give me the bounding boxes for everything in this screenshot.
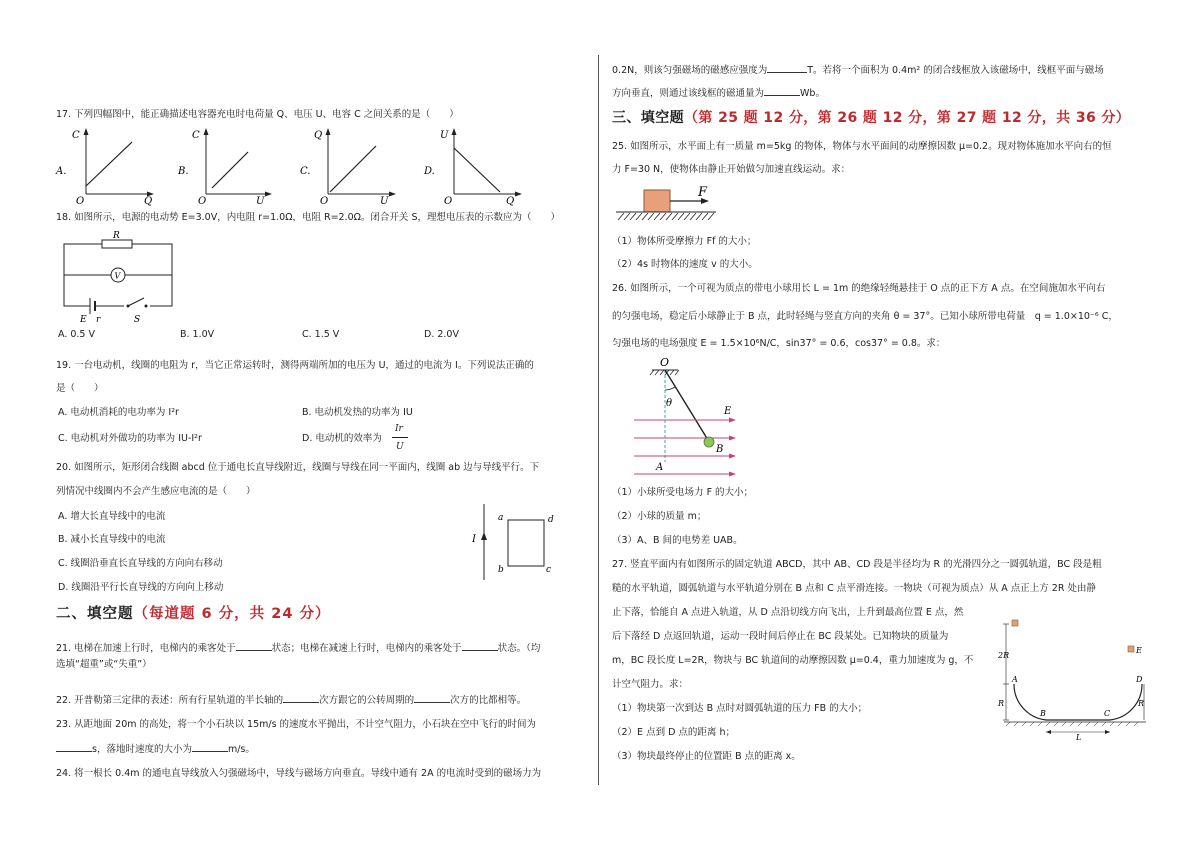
q18-fig-r: R	[113, 231, 120, 241]
q17-a-origin: O	[76, 196, 85, 207]
q27-line5: m，BC 段长度 L=2R，物块与 BC 轨道间的动摩擦因数 μ=0.4，重力加速度为 g，不	[612, 655, 974, 666]
q24-line3	[612, 85, 825, 101]
q27-sub1: （1）物块第一次到达 B 点时对圆弧轨道的压力 FB 的大小；	[612, 703, 868, 714]
q17-b-yaxis: C	[192, 130, 200, 141]
q19-option-a: A. 电动机消耗的电功率为 I²r	[58, 407, 179, 418]
q18-fig-v: V	[114, 271, 121, 281]
q27-fig-a: A	[1012, 675, 1018, 684]
q24-part4: Wb。	[800, 88, 825, 99]
q18-fig-s: S	[134, 315, 141, 325]
q26-sub3: （3）A、B 间的电势差 UAB。	[612, 535, 743, 546]
q17-option-a-graph	[56, 126, 166, 206]
q27-fig-2r: 2R	[998, 651, 1010, 660]
q26-fig-theta: θ	[666, 398, 673, 409]
q17-a-yaxis: C	[72, 130, 80, 141]
q20-option-d: D. 线圈沿平行长直导线的方向向上移动	[58, 582, 224, 593]
q24-blank1[interactable]	[767, 62, 807, 73]
q19-option-c: C. 电动机对外做功的功率为 IU-I²r	[58, 433, 202, 444]
q17-stem: 17. 下列四幅图中，能正确描述电容器充电时电荷量 Q、电压 U、电容 C 之间关系的是（ ）	[56, 109, 459, 120]
q26-pendulum-diagram	[630, 354, 750, 484]
q17-option-d-graph	[424, 126, 534, 206]
q25-sub1: （1）物体所受摩擦力 Ff 的大小；	[612, 236, 757, 247]
q18-option-c: C. 1.5 V	[302, 329, 340, 340]
q27-fig-r-right: R	[1138, 699, 1145, 708]
q19-d-fraction-den: U	[396, 442, 404, 452]
q26-sub2: （2）小球的质量 m；	[612, 511, 707, 522]
q26-fig-o: O	[660, 356, 670, 369]
q23-blank2[interactable]	[192, 741, 228, 752]
q19-d-fraction-bar	[392, 437, 408, 438]
q18-option-a: A. 0.5 V	[58, 329, 95, 340]
q20-fig-b: b	[498, 565, 504, 575]
q21-line2: 选填“超重”或“失重”）	[56, 659, 152, 670]
q22-part3: 次方的比都相等。	[450, 695, 527, 706]
q25-line1: 25. 如图所示，水平面上有一质量 m=5kg 的物体，物体与水平面间的动摩擦因数 μ=0.2。现对物体施加水平向右的恒	[612, 141, 1112, 152]
q27-fig-l: L	[1076, 733, 1082, 742]
q17-a-label: A.	[56, 166, 67, 177]
q18-fig-e: E	[80, 315, 87, 325]
q20-fig-i: I	[472, 534, 476, 545]
q19-option-d: D. 电动机的效率为	[302, 433, 382, 444]
q17-d-origin: O	[444, 196, 453, 207]
q17-c-xaxis: U	[380, 196, 389, 207]
q27-line3: 止下落，恰能自 A 点进入轨道，从 D 点沿切线方向飞出，上升到最高位置 E 点，然	[612, 607, 964, 618]
q22-blank1[interactable]	[283, 692, 319, 703]
q21-blank1[interactable]	[236, 640, 272, 651]
q17-c-yaxis: Q	[314, 130, 323, 141]
q26-sub1: （1）小球所受电场力 F 的大小；	[612, 487, 754, 498]
q27-fig-e: E	[1136, 646, 1142, 655]
section2-note: （每道题 6 分，共 24 分）	[133, 606, 331, 622]
q25-sub2: （2）4s 时物体的速度 v 的大小。	[612, 259, 758, 270]
q22-line	[56, 692, 526, 708]
q24-part2: T。若将一个面积为 0.4m² 的闭合线框放入该磁场中，线框平面与磁场	[807, 65, 1104, 76]
q17-a-xaxis: Q	[144, 196, 153, 207]
q24-line2	[612, 62, 1104, 78]
q22-part2: 次方跟它的公转周期的	[319, 695, 415, 706]
q17-b-origin: O	[198, 196, 207, 207]
q17-d-xaxis: Q	[506, 196, 515, 207]
q24-part1: 0.2N，则该匀强磁场的磁感应强度为	[612, 65, 768, 76]
q21-part2: 状态；电梯在减速上行时，电梯内的乘客处于	[271, 643, 462, 654]
q19-stem-line1: 19. 一台电动机，线圈的电阻为 r，当它正常运转时，测得两端所加的电压为 U，通过的电流为 I。下列说法正确的	[56, 360, 534, 371]
q21-blank2[interactable]	[462, 640, 498, 651]
q20-stem-line1: 20. 如图所示，矩形闭合线圈 abcd 位于通电长直导线附近，线圈与导线在同一平面内，线圈 ab 边与导线平行。下	[56, 462, 540, 473]
q18-stem: 18. 如图所示，电源的电动势 E=3.0V，内电阻 r=1.0Ω，电阻 R=2.0Ω。闭合开关 S，理想电压表的示数应为（ ）	[56, 212, 560, 223]
q27-fig-b: B	[1040, 709, 1046, 718]
column-divider	[598, 55, 599, 785]
q19-d-fraction-num: Ir	[395, 424, 403, 434]
q18-circuit-diagram	[60, 231, 180, 325]
q20-option-c: C. 线圈沿垂直长直导线的方向向右移动	[58, 558, 223, 569]
q27-fig-r-left: R	[998, 699, 1005, 708]
q19-option-b: B. 电动机发热的功率为 IU	[302, 407, 413, 418]
q27-fig-d: D	[1136, 675, 1143, 684]
q27-sub2: （2）E 点到 D 点的距离 h；	[612, 727, 735, 738]
q26-line1: 26. 如图所示，一个可视为质点的带电小球用长 L = 1m 的绝缘轻绳悬挂于 O 点的正下方 A 点。在空间施加水平向右	[612, 283, 1106, 294]
q21-part3: 状态。（均	[497, 643, 541, 654]
q17-c-label: C.	[300, 166, 311, 177]
q22-part1: 22. 开普勒第三定律的表述：所有行星轨道的半长轴的	[56, 695, 284, 706]
q20-fig-c: c	[546, 565, 552, 575]
q19-stem-line2: 是（ ）	[56, 383, 104, 394]
q20-wire-coil-diagram	[470, 500, 560, 585]
q25-fig-f: F	[698, 185, 708, 200]
q27-track-diagram	[998, 616, 1148, 740]
q26-fig-b: B	[716, 444, 724, 455]
q25-line2: 力 F=30 N，使物体由静止开始做匀加速直线运动。求：	[612, 164, 851, 175]
q18-option-d: D. 2.0V	[424, 329, 459, 340]
q27-line1: 27. 竖直平面内有如图所示的固定轨道 ABCD，其中 AB、CD 段是半径均为 R 的光滑四分之一圆弧轨道，BC 段是粗	[612, 559, 1102, 570]
section2-heading	[56, 602, 330, 623]
q26-fig-a: A	[656, 462, 664, 473]
q26-line3: 匀强电场的电场强度 E = 1.5×10⁶N/C，sin37° = 0.6，cos37° = 0.8。求：	[612, 338, 946, 349]
q20-fig-d: d	[548, 515, 554, 525]
q21-part1: 21. 电梯在加速上行时，电梯内的乘客处于	[56, 643, 236, 654]
q17-c-origin: O	[320, 196, 329, 207]
section3-title: 三、填空题	[612, 110, 684, 126]
q23-line2	[56, 741, 255, 757]
q22-blank2[interactable]	[414, 692, 450, 703]
q23-part1: s，落地时速度的大小为	[92, 744, 192, 755]
q17-option-c-graph	[300, 126, 410, 206]
q20-stem-line2: 列情况中线圈内不会产生感应电流的是（ ）	[56, 486, 256, 497]
section3-heading	[612, 107, 1130, 127]
q20-option-b: B. 减小长直导线中的电流	[58, 534, 166, 545]
q27-line4: 后下落经 D 点返回轨道，运动一段时间后停止在 BC 段某处。已知物块的质量为	[612, 631, 949, 642]
q18-option-b: B. 1.0V	[180, 329, 215, 340]
q17-d-label: D.	[424, 166, 435, 177]
q17-d-yaxis: U	[440, 130, 449, 141]
q27-sub3: （3）物块最终停止的位置距 B 点的距离 x。	[612, 751, 801, 762]
q27-fig-c: C	[1104, 709, 1111, 718]
q17-b-xaxis: U	[256, 196, 265, 207]
q18-fig-rin: r	[96, 315, 101, 325]
q17-b-label: B.	[178, 166, 189, 177]
q23-part2: m/s。	[227, 744, 255, 755]
q20-fig-a: a	[498, 513, 504, 523]
section3-note: （第 25 题 12 分，第 26 题 12 分，第 27 题 12 分，共 36 分）	[684, 110, 1131, 126]
q27-line2: 糙的水平轨道，圆弧轨道与水平轨道分别在 B 点和 C 点平滑连接。一物块（可视为质点）从 A 点正上方 2R 处由静	[612, 583, 1096, 594]
q17-option-b-graph	[178, 126, 288, 206]
q23-blank1[interactable]	[56, 741, 92, 752]
q24-blank2[interactable]	[764, 85, 800, 96]
q21-line1	[56, 640, 540, 656]
q27-line6: 计空气阻力。求：	[612, 679, 689, 690]
q24-line1: 24. 将一根长 0.4m 的通电直导线放入匀强磁场中，导线与磁场方向垂直。导线中通有 2A 的电流时受到的磁场力为	[56, 768, 542, 779]
q25-block-diagram	[612, 182, 722, 224]
q26-fig-e: E	[724, 406, 732, 417]
q20-option-a: A. 增大长直导线中的电流	[58, 511, 166, 522]
q24-part3: 方向垂直，则通过该线框的磁通量为	[612, 88, 765, 99]
q23-line1: 23. 从距地面 20m 的高处，将一个小石块以 15m/s 的速度水平抛出，不计空气阻力，小石块在空中飞行的时间为	[56, 719, 537, 730]
q26-line2: 的匀强电场，稳定后小球静止于 B 点，此时轻绳与竖直方向的夹角 θ = 37°。已知小球所带电荷量 q = 1.0×10⁻⁶ C，	[612, 311, 1118, 322]
section2-title: 二、填空题	[56, 606, 134, 622]
